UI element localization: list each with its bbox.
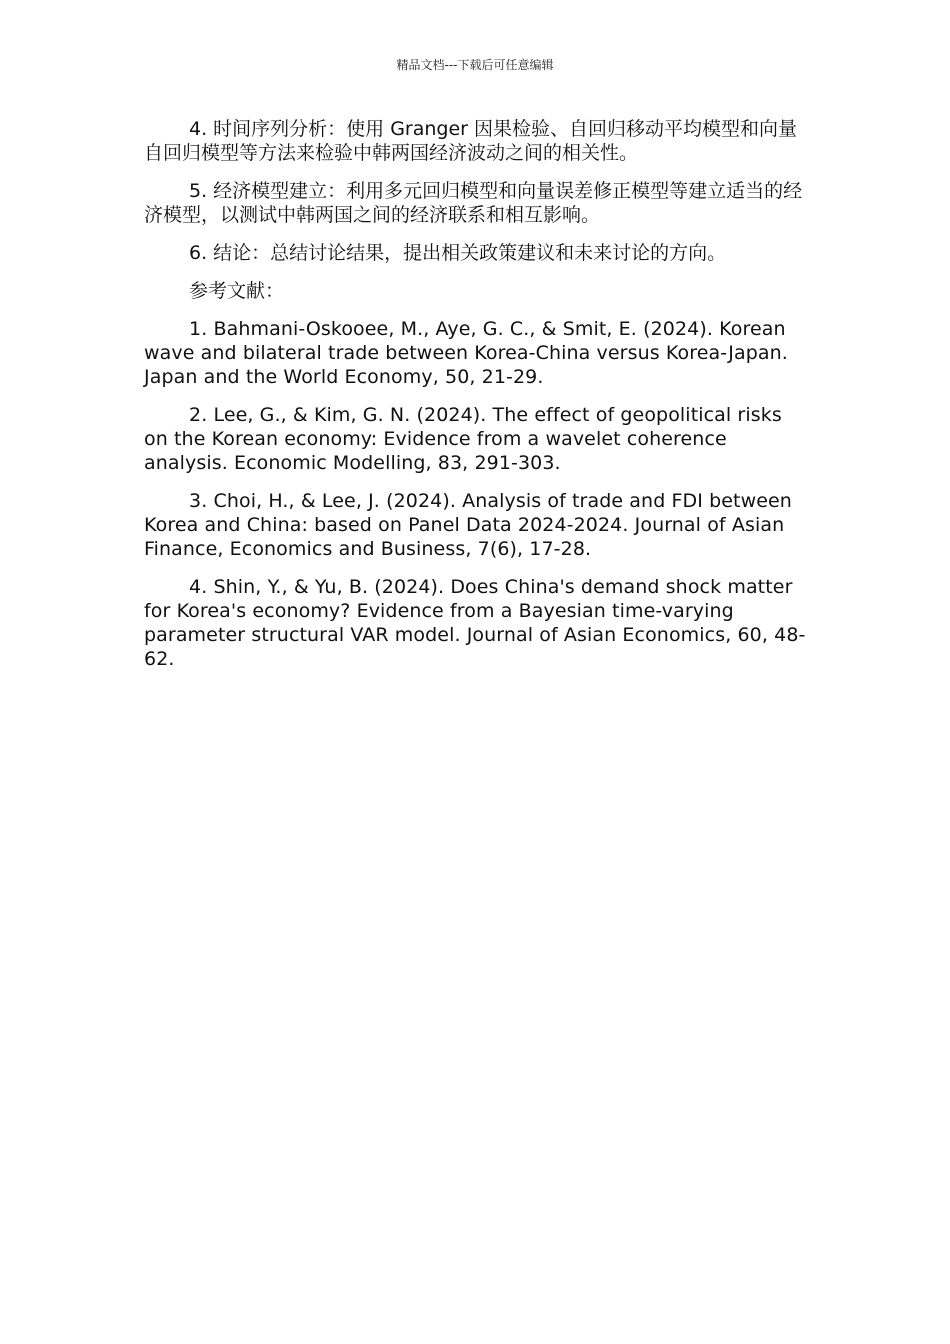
reference-item: 2. Lee, G., & Kim, G. N. (2024). The effect of geopolitical risks on the Korean economy: Evidence from a wavelet coherence analysis. Economic Modelling, 83, 291-303. (144, 404, 782, 474)
reference-item: 4. Shin, Y., & Yu, B. (2024). Does China's demand shock matter for Korea's economy? Evidence from a Bayesian time-varying parameter structural VAR model. Journal of Asian Economics, 60, 48-62. (144, 576, 806, 670)
paragraph-conclusion: 6. 结论：总结讨论结果，提出相关政策建议和未来讨论的方向。 (189, 242, 727, 264)
page-header: 精品文档---下载后可任意编辑 (396, 58, 554, 72)
document-body (144, 117, 809, 685)
reference-item: 3. Choi, H., & Lee, J. (2024). Analysis of trade and FDI between Korea and China: based on Panel Data 2024-2024. Journal of Asian Finance, Economics and Business, 7(6), 17-28. (144, 490, 792, 560)
references-heading: 参考文献： (189, 280, 285, 302)
reference-item: 1. Bahmani-Oskooee, M., Aye, G. C., & Smit, E. (2024). Korean wave and bilateral trade between Korea-China versus Korea-Japan. Japan and the World Economy, 50, 21-29. (144, 318, 788, 388)
paragraph-economic-model: 5. 经济模型建立：利用多元回归模型和向量误差修正模型等建立适当的经济模型，以测试中韩两国之间的经济联系和相互影响。 (144, 180, 803, 226)
paragraph-time-series-analysis: 4. 时间序列分析：使用 Granger 因果检验、自回归移动平均模型和向量自回归模型等方法来检验中韩两国经济波动之间的相关性。 (144, 118, 798, 164)
